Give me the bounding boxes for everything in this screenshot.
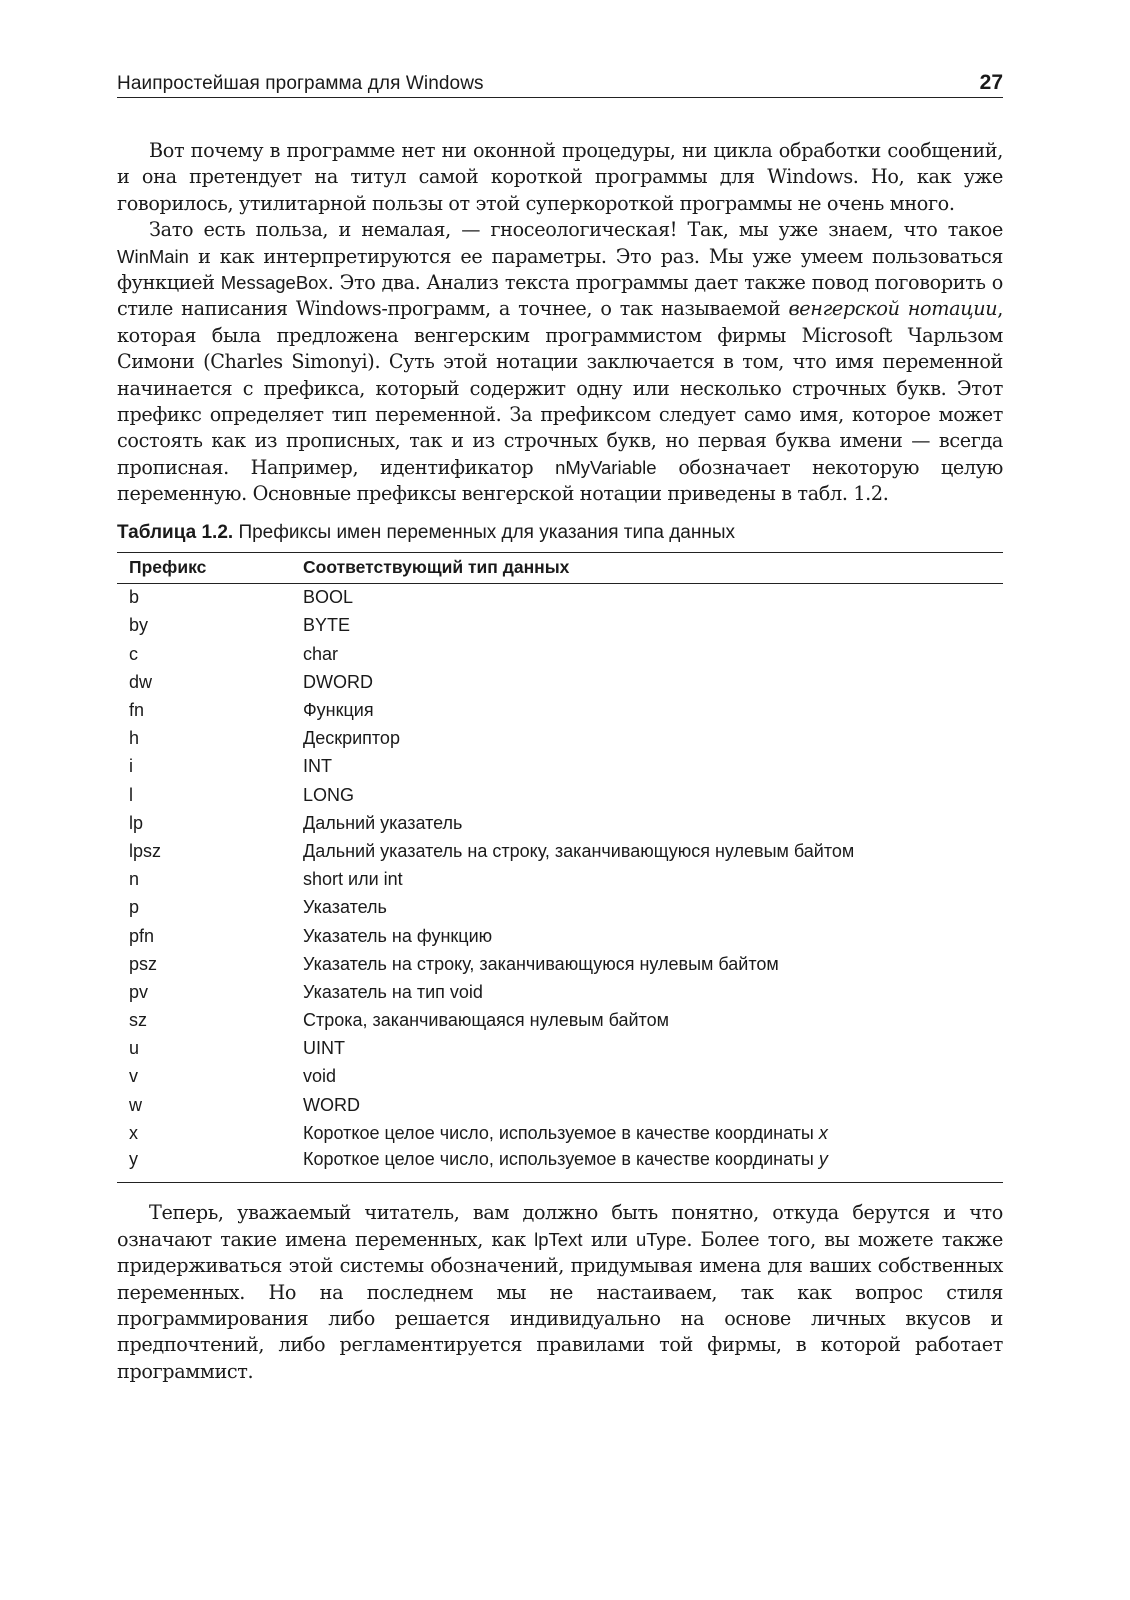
page-number: 27 xyxy=(979,71,1003,94)
cell-prefix: lpsz xyxy=(129,840,162,861)
cell-prefix: x xyxy=(129,1122,138,1143)
cell-type: Указатель на функцию xyxy=(303,925,493,946)
cell-type: short или int xyxy=(303,869,403,890)
cell-type: char xyxy=(303,643,339,664)
table-row xyxy=(117,696,1003,724)
text-run: . Это два. Анализ текста программы дает также повод поговорить о стиле написания Windows-программ, а точнее, о так называемой xyxy=(117,271,1003,321)
cell-type: BYTE xyxy=(303,615,351,636)
code-messagebox: MessageBox xyxy=(220,272,328,294)
table-row xyxy=(117,1035,1003,1063)
cell-type: Указатель xyxy=(303,897,387,918)
cell-type: Указатель на тип void xyxy=(303,981,483,1002)
cell-type: UINT xyxy=(303,1038,345,1059)
cell-prefix: v xyxy=(129,1066,138,1087)
table-caption-label: Таблица 1.2. xyxy=(117,521,234,543)
cell-prefix: h xyxy=(129,728,140,749)
cell-type-coordinate: x xyxy=(818,1122,828,1143)
cell-prefix: psz xyxy=(129,953,158,974)
cell-type xyxy=(303,1147,1003,1183)
table-row xyxy=(117,866,1003,894)
table-row xyxy=(117,640,1003,668)
code-nmyvariable: nMyVariable xyxy=(555,456,657,478)
table-row xyxy=(117,894,1003,922)
cell-type: Функция xyxy=(303,700,374,721)
text-run: Зато есть польза, и немалая, — гносеологическая! Так, мы уже знаем, что такое xyxy=(149,218,1003,242)
cell-prefix: c xyxy=(129,643,138,664)
cell-prefix: sz xyxy=(129,1010,147,1031)
table-row xyxy=(117,837,1003,865)
cell-prefix: u xyxy=(129,1038,140,1059)
text-run: или xyxy=(582,1227,636,1251)
prefix-table xyxy=(117,552,1003,1184)
table-row xyxy=(117,1147,1003,1183)
paragraph-2 xyxy=(117,217,1003,507)
paragraph-1: Вот почему в программе нет ни оконной процедуры, ни цикла обработки сообщений, и она претендует на титул самой короткой программы для Windows. Но, как уже говорилось, утилитарной пользы от этой суперкороткой программы не очень много. xyxy=(117,139,1003,215)
book-page xyxy=(117,58,1003,1385)
table-row xyxy=(117,612,1003,640)
cell-prefix: w xyxy=(129,1094,142,1115)
body-text-top xyxy=(117,138,1003,508)
cell-type: INT xyxy=(303,756,332,777)
cell-type: Строка, заканчивающаяся нулевым байтом xyxy=(303,1010,669,1031)
text-run: , которая была предложена венгерским программистом фирмы Microsoft Чарльзом Симони (Charles Simonyi). Суть этой нотации заключается в том, что имя переменной начинается с префикса, который содержит одну или несколько строчных букв. Этот префикс определяет тип переменной. За префиксом следует само имя, которое может состоять как из прописных, так и из строчных букв, но первая буква имени — всегда прописная. Например, идентификатор xyxy=(117,297,1003,479)
cell-prefix: n xyxy=(129,869,140,890)
cell-type-text: Короткое целое число, используемое в качестве координаты xyxy=(303,1149,819,1170)
text-run: обозначает некоторую целую переменную. Основные префиксы венгерской нотации приведены в табл. 1.2. xyxy=(117,455,1003,506)
cell-type: Дескриптор xyxy=(303,728,400,749)
cell-prefix: l xyxy=(129,784,133,805)
code-winmain: WinMain xyxy=(117,245,189,267)
text-run: . Более того, вы можете также придерживаться этой системы обозначений, придумывая имена для ваших собственных переменных. Но на последнем мы не настаиваем, так как вопрос стиля программирования либо решается индивидуально на основе личных вкусов и предпочтений, либо регламентируется правилами той фирмы, в которой работает программист. xyxy=(117,1227,1003,1383)
cell-type: Указатель на строку, заканчивающуюся нулевым байтом xyxy=(303,953,779,974)
cell-type: void xyxy=(303,1066,337,1087)
cell-type: WORD xyxy=(303,1094,360,1115)
cell-type-coordinate: y xyxy=(818,1149,828,1170)
cell-prefix: dw xyxy=(129,671,153,692)
cell-prefix: lp xyxy=(129,812,144,833)
cell-type-text: Короткое целое число, используемое в качестве координаты xyxy=(303,1122,819,1143)
cell-type: Дальний указатель на строку, заканчивающуюся нулевым байтом xyxy=(303,840,855,861)
column-header-prefix: Префикс xyxy=(117,552,303,583)
table-row xyxy=(117,1063,1003,1091)
cell-type: DWORD xyxy=(303,671,373,692)
cell-prefix: by xyxy=(129,615,149,636)
table-header-row xyxy=(117,552,1003,583)
table-caption-text: Префиксы имен переменных для указания типа данных xyxy=(233,521,736,543)
table-row xyxy=(117,668,1003,696)
cell-prefix: pfn xyxy=(129,925,155,946)
table-row xyxy=(117,1091,1003,1119)
cell-prefix: b xyxy=(129,587,140,608)
cell-type: LONG xyxy=(303,784,355,805)
code-lptext: lpText xyxy=(534,1228,583,1250)
table-row xyxy=(117,753,1003,781)
cell-prefix: p xyxy=(129,897,140,918)
code-utype: uType xyxy=(635,1228,687,1250)
table-row xyxy=(117,978,1003,1006)
cell-type: Дальний указатель xyxy=(303,812,463,833)
table-row xyxy=(117,583,1003,612)
table-row xyxy=(117,725,1003,753)
table-row xyxy=(117,922,1003,950)
table-row xyxy=(117,950,1003,978)
term-hungarian-notation: венгерской нотации xyxy=(788,297,998,321)
paragraph-3 xyxy=(117,1200,1003,1385)
cell-prefix: i xyxy=(129,756,133,777)
table-row xyxy=(117,809,1003,837)
text-run: Теперь, уважаемый читатель, вам должно быть понятно, откуда берутся и что означают такие имена переменных, как xyxy=(117,1201,1003,1251)
cell-prefix: pv xyxy=(129,981,149,1002)
body-text-bottom xyxy=(117,1200,1003,1385)
column-header-type: Соответствующий тип данных xyxy=(303,552,1003,583)
running-title: Наипростейшая программа для Windows xyxy=(117,73,484,94)
cell-prefix: y xyxy=(129,1149,138,1170)
table-row xyxy=(117,781,1003,809)
text-run: и как интерпретируются ее параметры. Это раз. Мы уже умеем пользоваться функцией xyxy=(117,244,1003,295)
table-row xyxy=(117,1119,1003,1147)
table-row xyxy=(117,1007,1003,1035)
cell-prefix: fn xyxy=(129,700,145,721)
running-header xyxy=(117,58,1003,98)
table-caption xyxy=(117,520,1003,546)
cell-type: BOOL xyxy=(303,587,354,608)
cell-type xyxy=(303,1119,1003,1147)
